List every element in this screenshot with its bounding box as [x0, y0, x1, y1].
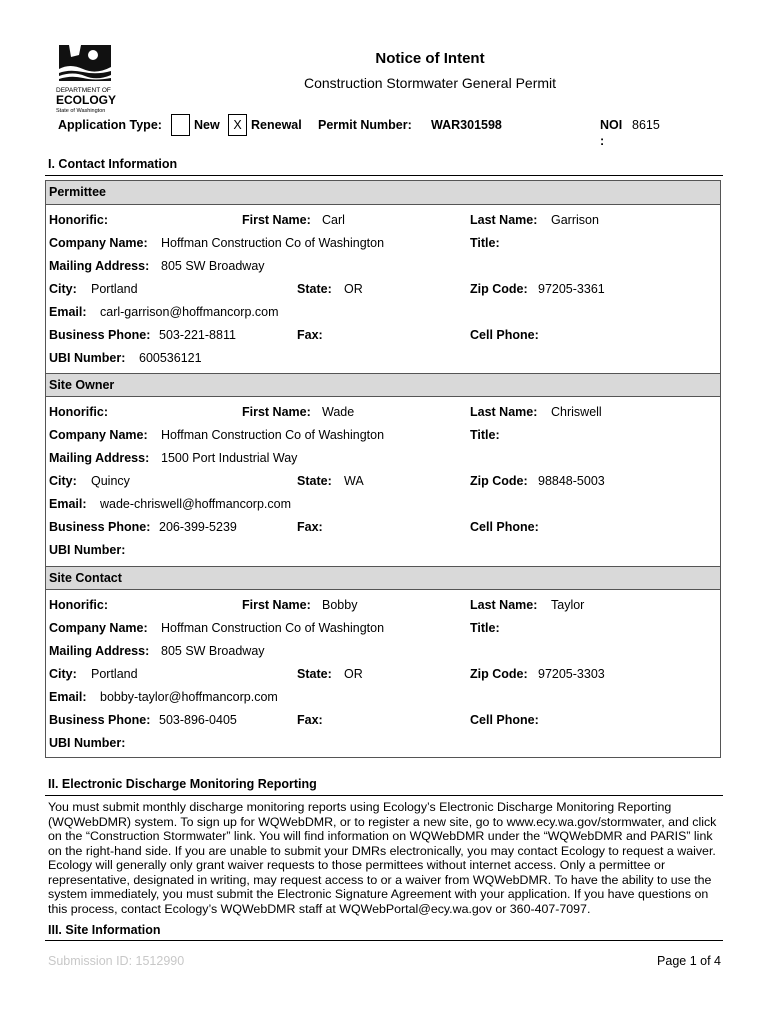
ubi-number-label: UBI Number:	[49, 543, 126, 557]
new-checkbox[interactable]	[171, 114, 190, 136]
ubi-number-label: UBI Number:	[49, 351, 126, 365]
owner-mailing-address: 1500 Port Industrial Way	[161, 451, 298, 465]
permittee-heading: Permittee	[46, 181, 720, 205]
contact-ubi-row	[46, 732, 720, 755]
contact-company-row	[46, 617, 720, 640]
owner-ubi-row	[46, 539, 720, 562]
title-label: Title:	[470, 236, 500, 250]
title-label: Title:	[470, 621, 500, 635]
permittee-first-name: Carl	[322, 213, 345, 227]
state-label: State:	[297, 667, 332, 681]
section-divider	[45, 175, 723, 176]
last-name-label: Last Name:	[470, 405, 538, 419]
mailing-address-label: Mailing Address:	[49, 451, 150, 465]
mailing-address-label: Mailing Address:	[49, 259, 150, 273]
state-label: State:	[297, 474, 332, 488]
contact-phone-row	[46, 709, 720, 732]
honorific-label: Honorific:	[49, 213, 109, 227]
owner-city-row	[46, 470, 720, 493]
contact-email: bobby-taylor@hoffmancorp.com	[100, 690, 278, 704]
first-name-label: First Name:	[242, 213, 311, 227]
contact-zip-code: 97205-3303	[538, 667, 605, 681]
permittee-email: carl-garrison@hoffmancorp.com	[100, 305, 279, 319]
cell-phone-label: Cell Phone:	[470, 328, 539, 342]
section-divider	[45, 940, 723, 941]
contact-last-name: Taylor	[551, 598, 585, 612]
permittee-city-row	[46, 278, 720, 301]
zip-code-label: Zip Code:	[470, 667, 528, 681]
page-title: Notice of Intent	[375, 50, 485, 67]
owner-email-row	[46, 493, 720, 516]
noi-label: NOI	[600, 118, 623, 132]
owner-company-row	[46, 424, 720, 447]
section-site-info-heading: III. Site Information	[48, 923, 161, 937]
permittee-city: Portland	[91, 282, 138, 296]
permittee-address-row	[46, 255, 720, 278]
city-label: City:	[49, 667, 77, 681]
zip-code-label: Zip Code:	[470, 474, 528, 488]
edmr-body-text: You must submit monthly discharge monitoring reports using Ecology’s Electronic Discharge Monitoring Reporting (WQWebDMR) system. To sign up for WQWebDMR, or to register a new site, go to www.ecy.wa.gov/stormwater, and click on the “Construction Stormwater” link. You will find information on WQWebDMR under the “WQWebDMR and PARIS” link on the right-hand side. If you are unable to submit your DMRs electronically, you may contact Ecology to request a waiver. Ecology will generally only grant waiver requests to those permittees without internet access. Only a permittee or representative, designated in writing, may request access to or a waiver from WQWebDMR. To have the ability to use the system immediately, you must submit the Electronic Signature Agreement with your application. If you have questions on this process, contact Ecology’s WQWebDMR staff at WQWebPortal@ecy.wa.gov or 360-407-7097.	[48, 800, 717, 916]
company-name-label: Company Name:	[49, 621, 148, 635]
company-name-label: Company Name:	[49, 236, 148, 250]
permittee-zip-code: 97205-3361	[538, 282, 605, 296]
owner-state: WA	[344, 474, 364, 488]
owner-name-row	[46, 401, 720, 424]
permittee-company-name: Hoffman Construction Co of Washington	[161, 236, 385, 250]
section-edmr-heading: II. Electronic Discharge Monitoring Reporting	[48, 777, 317, 791]
site-contact-heading: Site Contact	[46, 566, 720, 590]
contact-state: OR	[344, 667, 363, 681]
owner-address-row	[46, 447, 720, 470]
contact-business-phone: 503-896-0405	[159, 713, 237, 727]
last-name-label: Last Name:	[470, 213, 538, 227]
contact-company-name: Hoffman Construction Co of Washington	[161, 621, 385, 635]
email-label: Email:	[49, 690, 87, 704]
owner-zip-code: 98848-5003	[538, 474, 605, 488]
email-label: Email:	[49, 497, 87, 511]
noi-colon: :	[600, 134, 605, 148]
owner-email: wade-chriswell@hoffmancorp.com	[100, 497, 292, 511]
renewal-label: Renewal	[251, 118, 302, 132]
fax-label: Fax:	[297, 328, 323, 342]
mailing-address-label: Mailing Address:	[49, 644, 150, 658]
city-label: City:	[49, 474, 77, 488]
permit-number-value: WAR301598	[431, 118, 502, 132]
email-label: Email:	[49, 305, 87, 319]
site-owner-heading: Site Owner	[46, 373, 720, 397]
zip-code-label: Zip Code:	[470, 282, 528, 296]
permittee-state: OR	[344, 282, 363, 296]
fax-label: Fax:	[297, 713, 323, 727]
business-phone-label: Business Phone:	[49, 713, 151, 727]
svg-text:ECOLOGY: ECOLOGY	[56, 93, 117, 107]
application-type-label: Application Type:	[58, 118, 162, 132]
contact-first-name: Bobby	[322, 598, 358, 612]
section-divider	[45, 795, 723, 796]
contact-table	[45, 180, 721, 758]
company-name-label: Company Name:	[49, 428, 148, 442]
permittee-company-row	[46, 232, 720, 255]
section-contact-heading: I. Contact Information	[48, 157, 178, 171]
owner-business-phone: 206-399-5239	[159, 520, 237, 534]
ubi-number-label: UBI Number:	[49, 736, 126, 750]
owner-last-name: Chriswell	[551, 405, 602, 419]
new-label: New	[194, 118, 220, 132]
renewal-checkbox[interactable]: X	[228, 114, 247, 136]
noi-value: 8615	[632, 118, 660, 132]
permittee-last-name: Garrison	[551, 213, 599, 227]
honorific-label: Honorific:	[49, 405, 109, 419]
contact-mailing-address: 805 SW Broadway	[161, 644, 265, 658]
permit-number-label: Permit Number:	[318, 118, 412, 132]
permittee-mailing-address: 805 SW Broadway	[161, 259, 265, 273]
submission-id: Submission ID: 1512990	[48, 954, 185, 968]
honorific-label: Honorific:	[49, 598, 109, 612]
logo-tagline: State of Washington	[56, 108, 106, 114]
permittee-email-row	[46, 301, 720, 324]
permittee-ubi-row	[46, 347, 720, 370]
state-label: State:	[297, 282, 332, 296]
city-label: City:	[49, 282, 77, 296]
permittee-phone-row	[46, 324, 720, 347]
permittee-name-row	[46, 209, 720, 232]
first-name-label: First Name:	[242, 405, 311, 419]
page-subtitle: Construction Stormwater General Permit	[303, 75, 557, 91]
ecology-logo	[55, 45, 117, 117]
contact-name-row	[46, 594, 720, 617]
owner-company-name: Hoffman Construction Co of Washington	[161, 428, 385, 442]
page-number: Page 1 of 4	[657, 954, 721, 968]
cell-phone-label: Cell Phone:	[470, 520, 539, 534]
cell-phone-label: Cell Phone:	[470, 713, 539, 727]
contact-address-row	[46, 640, 720, 663]
owner-phone-row	[46, 516, 720, 539]
contact-email-row	[46, 686, 720, 709]
svg-text:DEPARTMENT OF: DEPARTMENT OF	[56, 87, 111, 94]
permittee-ubi-number: 600536121	[139, 351, 202, 365]
last-name-label: Last Name:	[470, 598, 538, 612]
contact-city-row	[46, 663, 720, 686]
title-label: Title:	[470, 428, 500, 442]
business-phone-label: Business Phone:	[49, 520, 151, 534]
first-name-label: First Name:	[242, 598, 311, 612]
owner-first-name: Wade	[322, 405, 355, 419]
business-phone-label: Business Phone:	[49, 328, 151, 342]
permittee-business-phone: 503-221-8811	[159, 328, 236, 342]
fax-label: Fax:	[297, 520, 323, 534]
owner-city: Quincy	[91, 474, 130, 488]
contact-city: Portland	[91, 667, 138, 681]
